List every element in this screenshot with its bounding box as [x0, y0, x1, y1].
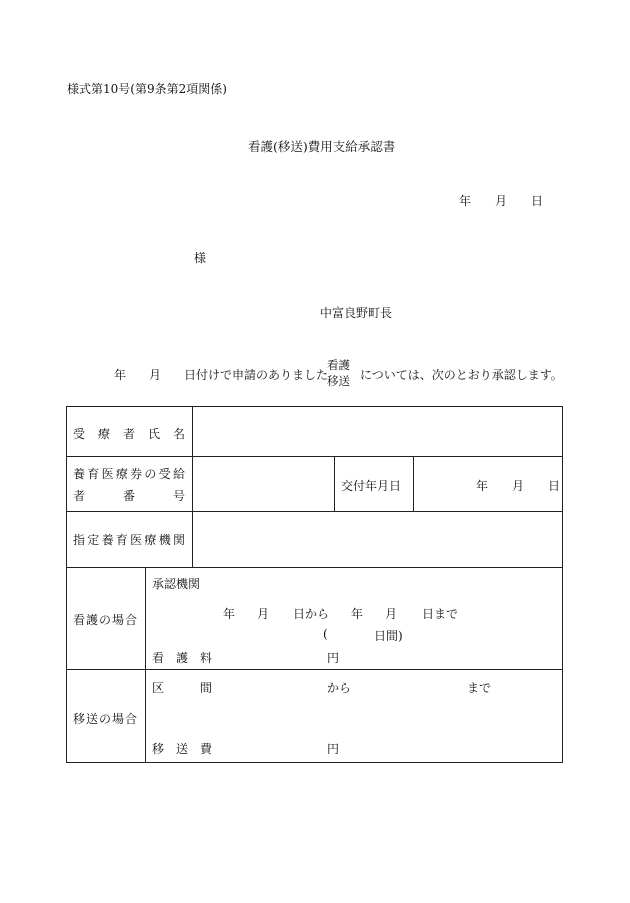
option-transport: 移送 [327, 374, 350, 388]
char: 受 [73, 427, 86, 441]
issue-month: 月 [512, 479, 525, 493]
nursing-to-year: 年 [351, 607, 364, 621]
nursing-fee-yen: 円 [327, 651, 340, 665]
issue-date-header [459, 192, 543, 209]
char: 療 [97, 427, 110, 441]
char: の [144, 467, 157, 481]
transport-fee-label: 移 送 費 [152, 742, 213, 756]
char: 機 [158, 533, 171, 547]
institution-field[interactable] [193, 512, 562, 567]
char: 医 [130, 533, 143, 547]
transport-from: から [327, 681, 352, 695]
char: 医 [101, 467, 114, 481]
char: 者 [122, 427, 135, 441]
char: 関 [172, 533, 185, 547]
statement-option-stack [327, 357, 350, 389]
statement-text-2: については、次のとおり承認します。 [360, 368, 563, 382]
char: 券 [130, 467, 143, 481]
approved-institution-label: 承認機関 [152, 577, 201, 591]
char: 定 [87, 533, 100, 547]
nursing-fee-label: 看 護 料 [152, 651, 213, 665]
char: 養 [101, 533, 114, 547]
issue-day: 日 [548, 479, 561, 493]
nursing-from-month: 月 [257, 607, 270, 621]
char: 名 [172, 427, 185, 441]
row-divider [67, 567, 562, 568]
nursing-case-label: 看護の場合 [73, 613, 139, 627]
issue-date-label: 交付年月日 [341, 479, 402, 493]
nursing-from-day: 日から [293, 607, 330, 621]
patient-name-label [73, 425, 185, 442]
patient-name-field[interactable] [193, 407, 562, 456]
nursing-from-year: 年 [223, 607, 236, 621]
issue-date-divider [413, 456, 414, 511]
document-title: 看護(移送)費用支給承認書 [248, 139, 396, 154]
recipient-number-label-line1 [73, 465, 185, 482]
nursing-to-month: 月 [385, 607, 398, 621]
char: 号 [172, 489, 185, 503]
institution-label [73, 531, 185, 548]
char: 育 [115, 533, 128, 547]
approval-table [66, 406, 563, 763]
transport-to: まで [467, 681, 492, 695]
char: 番 [122, 489, 135, 503]
date-day: 日 [531, 194, 544, 208]
transport-section-label: 区 間 [152, 681, 213, 695]
option-nursing: 看護 [327, 358, 350, 372]
date-month: 月 [495, 194, 508, 208]
char: 育 [87, 467, 100, 481]
issue-year: 年 [476, 479, 489, 493]
statement-text-1: 日付けで申請のありました [184, 368, 329, 382]
char: 指 [73, 533, 86, 547]
nursing-days-open: ( [323, 627, 328, 641]
addressee-suffix: 様 [194, 251, 207, 265]
issue-date-value[interactable] [476, 477, 560, 494]
recipient-number-label-line2 [73, 487, 185, 504]
statement-month: 月 [149, 368, 162, 382]
nursing-days: 日間) [374, 629, 403, 643]
nursing-to-day: 日まで [422, 607, 459, 621]
char: 給 [172, 467, 185, 481]
char: 養 [73, 467, 86, 481]
char: 者 [73, 489, 86, 503]
statement-year: 年 [114, 368, 127, 382]
char: 受 [158, 467, 171, 481]
issuer-name: 中富良野町長 [320, 306, 393, 320]
case-label-divider [145, 567, 146, 762]
form-number: 様式第10号(第9条第2項関係) [67, 82, 227, 96]
transport-fee-yen: 円 [327, 742, 340, 756]
date-year: 年 [459, 194, 472, 208]
char: 療 [144, 533, 157, 547]
issue-date-divider [334, 456, 335, 511]
char: 氏 [147, 427, 160, 441]
recipient-number-field[interactable] [193, 457, 333, 511]
row-divider [67, 669, 562, 670]
char: 療 [115, 467, 128, 481]
transport-case-label: 移送の場合 [73, 712, 139, 726]
